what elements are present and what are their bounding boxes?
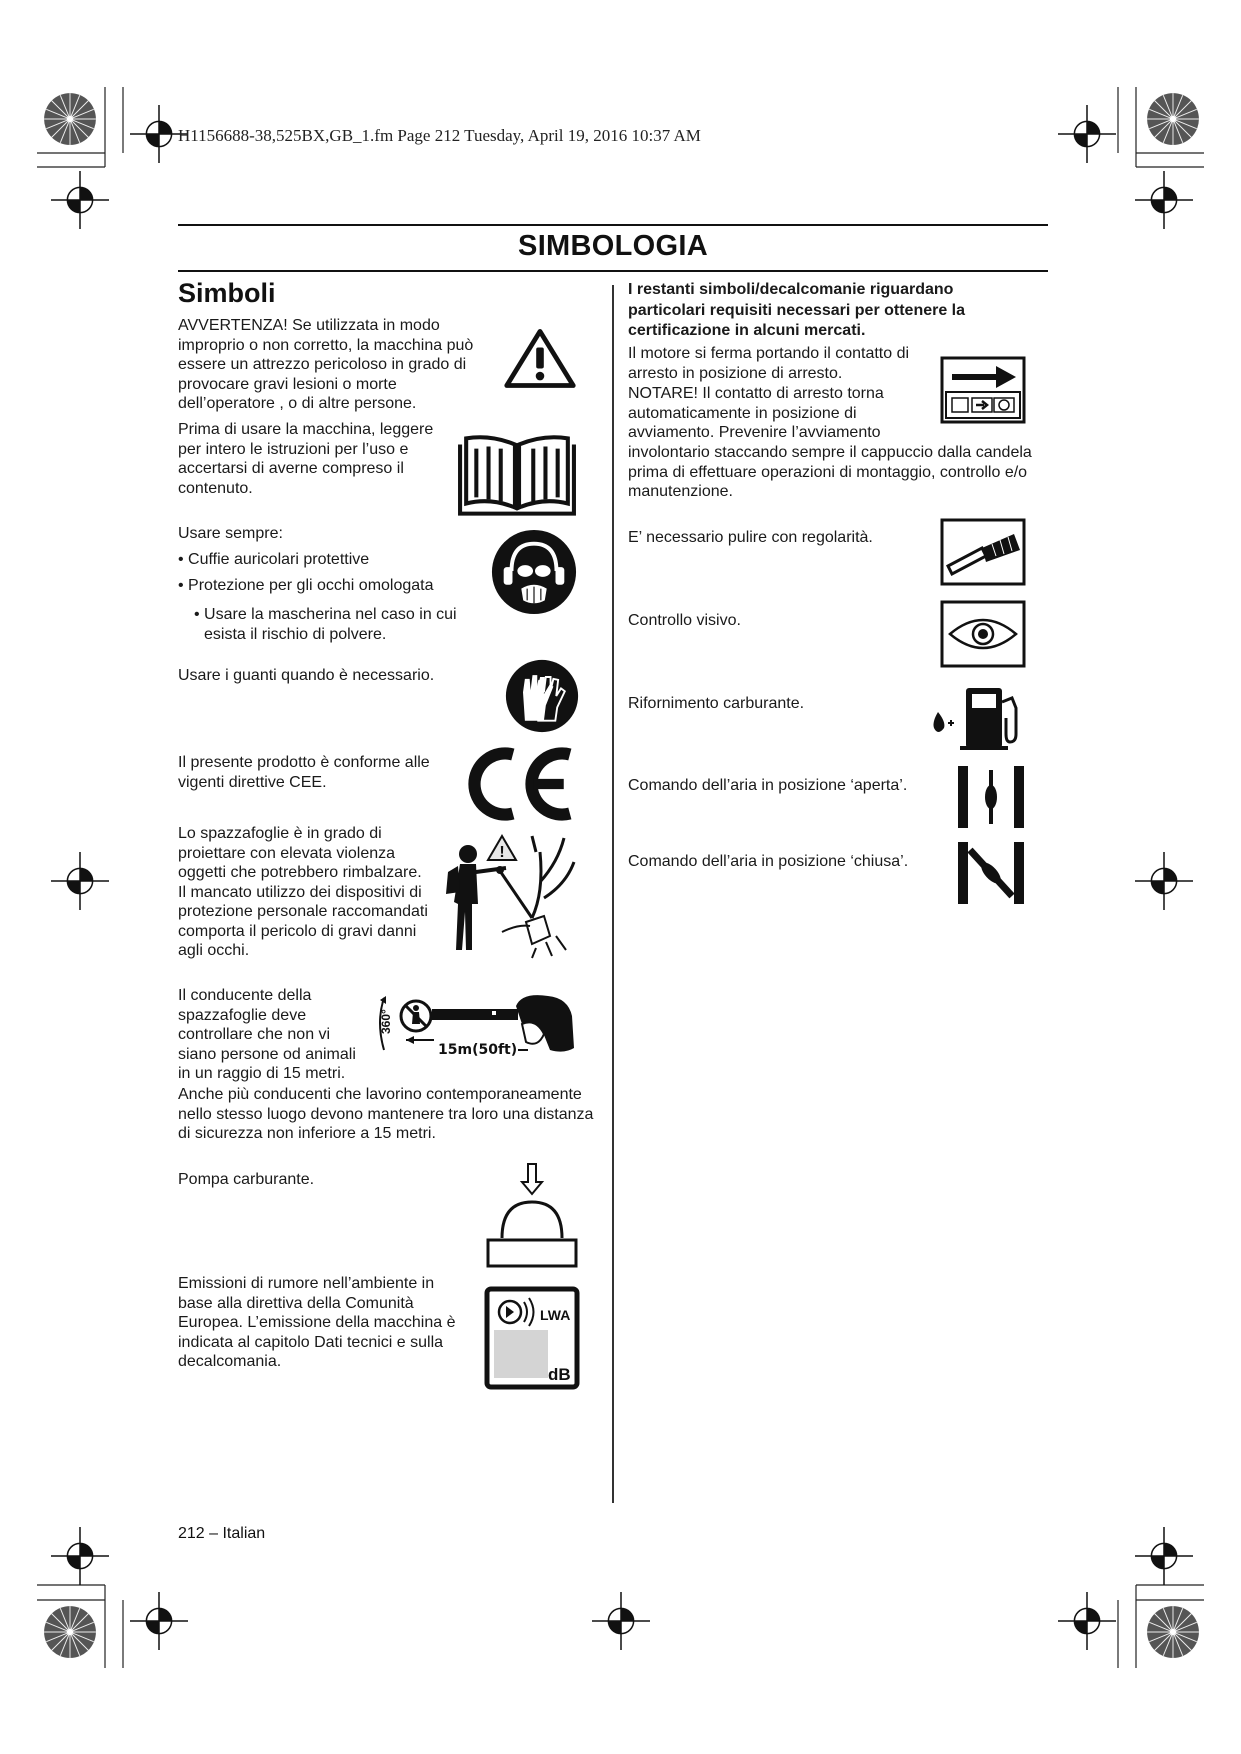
registration-mark-icon: [51, 171, 109, 229]
registration-mark-icon: [1058, 105, 1116, 163]
registration-mark-icon: [1135, 171, 1193, 229]
cleaning-brush-icon: [940, 518, 1026, 586]
distance-text: Il conducente della spazzafoglie deve controllare che non vi siano persone od animali in un raggio di 15 metri.: [178, 987, 356, 1082]
fuel-pump-primer-icon: [482, 1160, 582, 1280]
stop-switch-text-c: involontario staccando sempre il cappuccio dalla candela prima di effettuare operazioni di montaggio, controllo e/o manutenzione.: [628, 444, 1032, 500]
page-number: 212 – Italian: [178, 1525, 266, 1542]
print-target-icon: [1146, 1605, 1200, 1659]
noise-lwa-label: LWA: [540, 1307, 571, 1323]
registration-mark-icon: [1058, 1592, 1116, 1650]
stop-switch-text-b: NOTARE! Il contatto di arresto torna automaticamente in posizione di avviamento. Prevenire l’avviamento: [628, 385, 884, 441]
stop-switch-icon: [940, 356, 1026, 424]
print-target-icon: [1146, 92, 1200, 146]
manual-text: Prima di usare la macchina, leggere per intero le istruzioni per l’uso e accertarsi di averne compreso il contenuto.: [178, 421, 434, 497]
noise-label-icon: [484, 1286, 580, 1390]
distance-label: 15m(50ft): [438, 1042, 518, 1058]
ce-text: Il presente prodotto è conforme alle vigenti direttive CEE.: [178, 754, 430, 791]
noise-text: Emissioni di rumore nell’ambiente in base alla direttiva della Comunità Europea. L’emissione della macchina è indicata al capitolo Dati tecnici e sulla decalcomania.: [178, 1275, 456, 1370]
choke-open-icon: [956, 764, 1026, 830]
svg-text:!: !: [499, 844, 505, 861]
right-intro: I restanti simboli/decalcomanie riguardano particolari requisiti necessari per ottenere la certificazione in alcuni mercati.: [628, 281, 966, 339]
distance-angle-label: 360°: [379, 1009, 393, 1034]
page-title: SIMBOLOGIA: [518, 230, 708, 262]
eye-icon: [940, 600, 1026, 668]
pump-text: Pompa carburante.: [178, 1171, 315, 1188]
ce-mark-icon: [466, 746, 578, 822]
registration-mark-icon: [51, 852, 109, 910]
ppe-item: • Protezione per gli occhi omologata: [178, 577, 434, 594]
choke-open-text: Comando dell’aria in posizione ‘aperta’.: [628, 777, 908, 794]
ppe-item: • Usare la mascherina nel caso in cui esista il rischio di polvere.: [194, 606, 457, 643]
manual-book-icon: [456, 432, 578, 518]
registration-mark-icon: [130, 1592, 188, 1650]
clean-text: E’ necessario pulire con regolarità.: [628, 529, 873, 546]
column-divider: [612, 285, 614, 1503]
title-rule-bottom: [178, 270, 1048, 272]
registration-mark-icon: [592, 1592, 650, 1650]
registration-mark-icon: [51, 1527, 109, 1585]
refuel-text: Rifornimento carburante.: [628, 695, 805, 712]
safety-distance-icon: [372, 990, 582, 1070]
gloves-text: Usare i guanti quando è necessario.: [178, 667, 435, 684]
visual-check-text: Controllo visivo.: [628, 612, 741, 629]
file-info: H1156688-38,525BX,GB_1.fm Page 212 Tuesday, April 19, 2016 10:37 AM: [178, 126, 701, 145]
stop-switch-text-a: Il motore si ferma portando il contatto di arresto in posizione di arresto.: [628, 345, 910, 382]
fuel-icon: [928, 682, 1028, 752]
registration-mark-icon: [1135, 1527, 1193, 1585]
title-rule-top: [178, 224, 1048, 226]
gloves-icon: [504, 658, 580, 734]
projectile-hazard-icon: [440, 832, 580, 962]
print-target-icon: [43, 1605, 97, 1659]
noise-db-label: dB: [548, 1365, 571, 1384]
choke-closed-text: Comando dell’aria in posizione ‘chiusa’.: [628, 853, 909, 870]
ppe-item: • Cuffie auricolari protettive: [178, 551, 370, 568]
distance-extra-text: Anche più conducenti che lavorino contemporaneamente nello stesso luogo devono mantenere tra loro una distanza di sicurezza non inferiore a 15 metri.: [178, 1086, 594, 1142]
warning-triangle-icon: [502, 326, 578, 390]
projectiles-text: Lo spazzafoglie è in grado di proiettare con elevata violenza oggetti che potrebbero rimbalzare. Il mancato utilizzo dei dispositivi di protezione personale raccomandati comporta il pericolo di gravi danni agli occhi.: [178, 825, 428, 959]
choke-closed-icon: [956, 840, 1026, 906]
ppe-head-icon: [490, 528, 578, 616]
registration-mark-icon: [1135, 852, 1193, 910]
warning-text: AVVERTENZA! Se utilizzata in modo improprio o non corretto, la macchina può essere un attrezzo pericoloso in grado di provocare gravi lesioni o morte dell’operatore , o di altre persone.: [178, 317, 474, 412]
section-title: Simboli: [178, 278, 276, 308]
ppe-intro: Usare sempre:: [178, 525, 283, 542]
print-target-icon: [43, 92, 97, 146]
